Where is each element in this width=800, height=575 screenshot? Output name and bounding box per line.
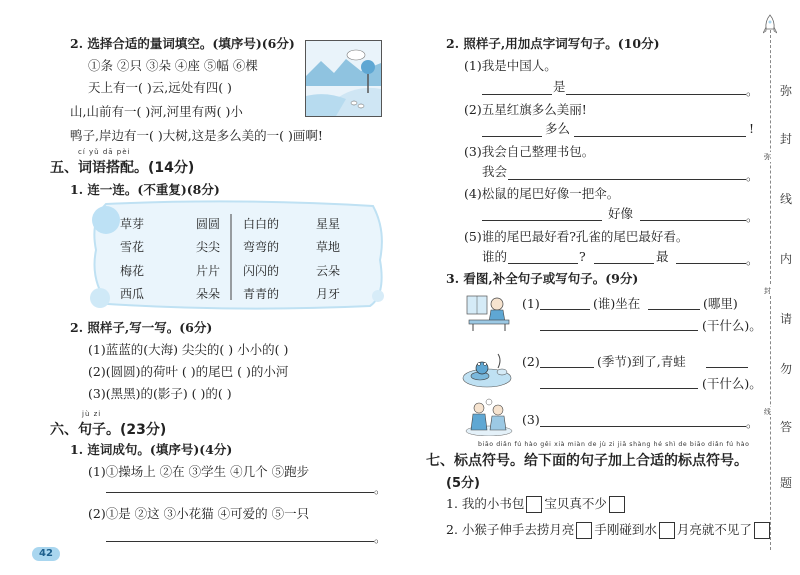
match-item[interactable]: 片片 bbox=[196, 264, 221, 278]
s1-period: 。 bbox=[746, 83, 759, 98]
s3: (3)我会自己整理书包。 bbox=[464, 144, 595, 159]
s4-period: 。 bbox=[746, 209, 759, 224]
punct-box[interactable] bbox=[659, 522, 675, 539]
q72-text-c: 月亮就不见了 bbox=[676, 522, 752, 537]
sec7-title: 七、标点符号。给下面的句子加上合适的标点符号。 bbox=[426, 453, 748, 469]
match-item[interactable]: 星星 bbox=[316, 217, 341, 231]
rocket-icon bbox=[763, 14, 777, 40]
s2-line-b[interactable] bbox=[574, 136, 746, 137]
s5-q: ? bbox=[579, 249, 586, 264]
margin-char: 答 bbox=[780, 420, 793, 434]
s1-fill: 是 bbox=[553, 79, 566, 94]
q71-text-b: 宝贝真不少 bbox=[544, 496, 607, 511]
sec6-pinyin: jù zi bbox=[82, 410, 102, 418]
s4: (4)松鼠的尾巴好像一把伞。 bbox=[464, 186, 620, 201]
s1-line-b[interactable] bbox=[566, 94, 746, 95]
p1-line-where[interactable] bbox=[648, 309, 700, 310]
q61-a-period: 。 bbox=[374, 481, 387, 496]
q2-line3: 鸭子,岸边有一( )大树,这是多么美的一( )画啊! bbox=[70, 128, 323, 143]
rq3-title: 3. 看图,补全句子或写句子。(9分) bbox=[446, 271, 639, 286]
match-item[interactable]: 草地 bbox=[316, 240, 341, 254]
sec5-pinyin: cí yǔ dā pèi bbox=[78, 148, 131, 156]
p2-line-doing[interactable] bbox=[540, 388, 698, 389]
q52-line1: (1)蓝蓝的(大海) 尖尖的( ) 小小的( ) bbox=[88, 342, 289, 357]
match-item[interactable]: 朵朵 bbox=[196, 287, 221, 301]
q2-line2: 山,山前有一( )河,河里有两( )小 bbox=[70, 104, 243, 119]
q2-line1: 天上有一( )云,远处有四( ) bbox=[88, 80, 232, 95]
match-item[interactable]: 西瓜 bbox=[120, 287, 145, 301]
p3-period: 。 bbox=[746, 415, 759, 430]
picture-frog-pond bbox=[462, 350, 512, 388]
p2-season: (季节)到了,青蛙 bbox=[597, 354, 686, 369]
s5-fill: 谁的 bbox=[482, 249, 508, 264]
match-item[interactable]: 闪闪的 bbox=[243, 264, 280, 278]
margin-char: 线 bbox=[780, 192, 793, 206]
margin-char: 请 bbox=[780, 312, 793, 326]
picture-children-snow bbox=[465, 398, 513, 436]
s2: (2)五星红旗多么美丽! bbox=[464, 102, 587, 117]
q61-b: (2)①是 ②这 ③小花猫 ④可爱的 ⑤一只 bbox=[88, 506, 310, 521]
q52-line3: (3)(黑黑)的(影子) ( )的( ) bbox=[88, 386, 232, 401]
s3-fill: 我会 bbox=[482, 164, 508, 179]
q61-b-answer-line[interactable] bbox=[106, 541, 374, 542]
match-item[interactable]: 青青的 bbox=[243, 287, 280, 301]
rocket-glyph bbox=[763, 14, 777, 36]
match-item[interactable]: 云朵 bbox=[316, 264, 341, 278]
s5-line-c[interactable] bbox=[676, 263, 746, 264]
match-item[interactable]: 白白的 bbox=[243, 217, 280, 231]
p1-where: (哪里) bbox=[703, 296, 738, 311]
q52-line2: (2)(圆圆)的荷叶 ( )的尾巴 ( )的小河 bbox=[88, 364, 289, 379]
punct-box[interactable] bbox=[754, 522, 770, 539]
landscape-illustration bbox=[305, 40, 382, 117]
q71-text-a: 1. 我的小书包 bbox=[446, 496, 525, 511]
s5-line-a[interactable] bbox=[508, 263, 578, 264]
sec7-score: (5分) bbox=[446, 476, 480, 491]
sec7-pinyin: biāo diǎn fú hào gěi xià miàn de jù zi jiā shàng hé shì de biāo diǎn fú hào bbox=[478, 441, 750, 448]
s5-zui: 最 bbox=[656, 249, 669, 264]
s3-line[interactable] bbox=[508, 179, 746, 180]
p2-label: (2) bbox=[522, 354, 540, 369]
p2-doing: (干什么)。 bbox=[702, 376, 762, 391]
q61-a-answer-line[interactable] bbox=[106, 492, 374, 493]
p1-who: (谁)坐在 bbox=[593, 296, 641, 311]
match-item[interactable]: 雪花 bbox=[120, 240, 145, 254]
page-number: 42 bbox=[32, 547, 60, 561]
p2-line-season[interactable] bbox=[540, 367, 594, 368]
margin-small-char: 弥 bbox=[764, 153, 771, 161]
s2-fill: 多么 bbox=[545, 121, 571, 136]
q61-title: 1. 连词成句。(填序号)(4分) bbox=[70, 442, 233, 457]
s4-line-a[interactable] bbox=[482, 220, 602, 221]
match-item[interactable]: 尖尖 bbox=[196, 240, 221, 254]
punct-box[interactable] bbox=[526, 496, 542, 513]
picture-boy-reading bbox=[465, 292, 513, 332]
p3-line[interactable] bbox=[540, 426, 746, 427]
q72 bbox=[446, 522, 772, 539]
match-item[interactable]: 弯弯的 bbox=[243, 240, 280, 254]
q2-options: ①条 ②只 ③朵 ④座 ⑤幅 ⑥棵 bbox=[88, 58, 258, 73]
q2-title: 2. 选择合适的量词填空。(填序号)(6分) bbox=[70, 36, 295, 51]
s5-line-b[interactable] bbox=[594, 263, 654, 264]
p1-label: (1) bbox=[522, 296, 540, 311]
s4-fill: 好像 bbox=[608, 206, 634, 221]
margin-char: 勿 bbox=[780, 362, 793, 376]
match-item[interactable]: 月牙 bbox=[316, 287, 341, 301]
landscape-picture bbox=[306, 41, 381, 116]
q71 bbox=[446, 496, 627, 513]
match-item[interactable]: 草芽 bbox=[120, 217, 145, 231]
match-item[interactable]: 圆圆 bbox=[196, 217, 221, 231]
s1: (1)我是中国人。 bbox=[464, 58, 557, 73]
s5-period: 。 bbox=[746, 252, 759, 267]
boy-reading-illustration bbox=[465, 292, 513, 332]
p2-line-frog[interactable] bbox=[706, 367, 748, 368]
margin-char: 封 bbox=[780, 132, 793, 146]
s1-line-a[interactable] bbox=[482, 94, 552, 95]
s4-line-b[interactable] bbox=[640, 220, 746, 221]
rq2-title: 2. 照样子,用加点字词写句子。(10分) bbox=[446, 36, 660, 51]
punct-box[interactable] bbox=[576, 522, 592, 539]
margin-small-char: 封 bbox=[764, 287, 771, 295]
q72-text-a: 2. 小猴子伸手去捞月亮 bbox=[446, 522, 575, 537]
margin-small-char: 线 bbox=[764, 408, 771, 416]
s2-end: ! bbox=[749, 121, 755, 136]
match-item[interactable]: 梅花 bbox=[120, 264, 145, 278]
children-snow-illustration bbox=[465, 398, 513, 436]
q52-title: 2. 照样子,写一写。(6分) bbox=[70, 320, 213, 335]
p1-line-doing[interactable] bbox=[540, 330, 698, 331]
q51-title: 1. 连一连。(不重复)(8分) bbox=[70, 182, 220, 197]
s3-period: 。 bbox=[746, 168, 759, 183]
q61-b-period: 。 bbox=[374, 530, 387, 545]
q72-text-b: 手刚碰到水 bbox=[594, 522, 657, 537]
p1-line-who[interactable] bbox=[540, 309, 590, 310]
sec5-title: 五、词语搭配。(14分) bbox=[50, 160, 195, 176]
q61-a: (1)①操场上 ②在 ③学生 ④几个 ⑤跑步 bbox=[88, 464, 310, 479]
punct-box[interactable] bbox=[609, 496, 625, 513]
p1-doing: (干什么)。 bbox=[702, 318, 762, 333]
margin-char: 内 bbox=[780, 252, 793, 266]
margin-char: 弥 bbox=[780, 84, 793, 98]
margin-char: 题 bbox=[780, 476, 793, 490]
frog-pond-illustration bbox=[462, 350, 512, 388]
p3-label: (3) bbox=[522, 412, 540, 427]
matching-panel bbox=[88, 200, 388, 310]
s2-line-a[interactable] bbox=[482, 136, 542, 137]
sec6-title: 六、句子。(23分) bbox=[50, 422, 167, 438]
s5: (5)谁的尾巴最好看?孔雀的尾巴最好看。 bbox=[464, 229, 689, 244]
